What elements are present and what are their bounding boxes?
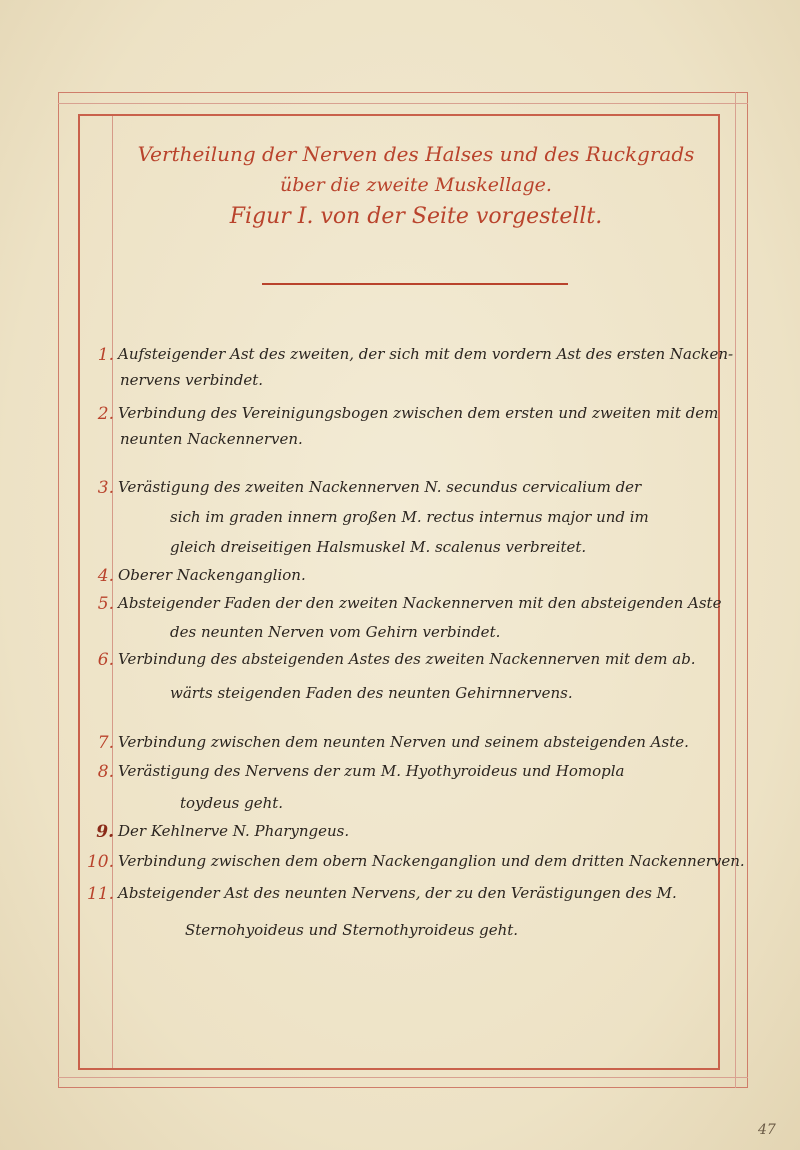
entry-text-line: nervens verbindet. [120,371,264,389]
entry-text-line: Verbindung zwischen dem neunten Nerven und seinem absteigenden Aste. [118,733,689,751]
entry-text-line: Verästigung des zweiten Nackennerven N. secundus cervicalium der [118,478,642,496]
entry-number: 10. [86,852,114,872]
entry-number: 11. [86,884,114,904]
margin-rule [112,116,113,1068]
entry-text-line: Verbindung des Vereinigungsbogen zwischen dem ersten und zweiten mit dem [118,404,719,422]
border-rule-top [58,103,748,104]
title-line-3: Figur I. von der Seite vorgestellt. [229,204,603,229]
entry-number: 5. [97,594,114,614]
entry-text-line: gleich dreiseitigen Halsmuskel M. scalenus verbreitet. [170,538,587,556]
entry-text-line: Sternohyoideus und Sternothyroideus geht. [185,921,519,939]
entry-text-line: Der Kehlnerve N. Pharyngeus. [118,822,350,840]
entry-number: 7. [97,733,114,753]
entry-text-line: des neunten Nerven vom Gehirn verbindet. [170,623,501,641]
title-line-2: über die zweite Muskellage. [280,174,552,196]
entry-text-line: Aufsteigender Ast des zweiten, der sich mit dem vordern Ast des ersten Nacken- [118,345,734,363]
entry-text-line: Verästigung des Nervens der zum M. Hyothyroideus und Homopla [118,762,625,780]
border-rule-right [735,92,736,1088]
page-number: 47 [758,1122,776,1138]
title-underline [262,283,568,285]
entry-number: 8. [97,762,114,782]
entry-number: 4. [97,566,114,586]
entry-text-line: Absteigender Ast des neunten Nervens, der zu den Verästigungen des M. [118,884,677,902]
entry-text-line: Oberer Nackenganglion. [118,566,306,584]
entry-text-line: sich im graden innern großen M. rectus internus major und im [170,508,649,526]
entry-number: 2. [97,404,114,424]
entry-number: 1. [97,345,114,365]
entry-text-line: toydeus geht. [180,794,284,812]
entry-text-line: Verbindung des absteigenden Astes des zweiten Nackennerven mit dem ab. [118,650,696,668]
title-line-1: Vertheilung der Nerven des Halses und des Ruckgrads [137,142,695,166]
entry-number: 3. [97,478,114,498]
entry-text-line: neunten Nackennerven. [120,430,303,448]
entry-number: 6. [97,650,114,670]
entry-text-line: Verbindung zwischen dem obern Nackenganglion und dem dritten Nackennerven. [118,852,745,870]
border-rule-bottom [58,1077,748,1078]
entry-text-line: wärts steigenden Faden des neunten Gehirnnervens. [170,684,573,702]
entry-text-line: Absteigender Faden der den zweiten Nackennerven mit den absteigenden Aste [118,594,722,612]
page-title [112,138,720,234]
entry-number: 9. [96,822,114,842]
